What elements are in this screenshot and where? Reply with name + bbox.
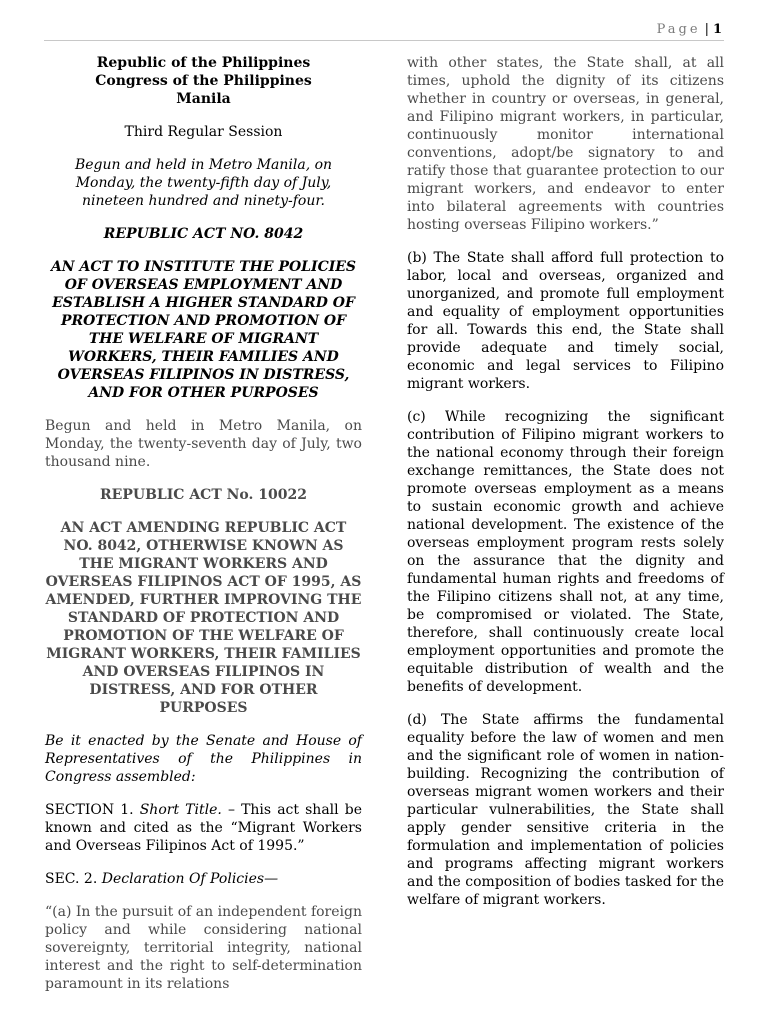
session-heading: Third Regular Session — [124, 124, 283, 140]
ra-10022-heading: REPUBLIC ACT No. 10022 — [100, 487, 307, 503]
begun-held-1994: Begun and held in Metro Manila, on Monday, the twenty-fifth day of July, nineteen hundred and ninety-four. — [74, 157, 333, 209]
left-column — [45, 54, 362, 993]
enacting-clause: Be it enacted by the Senate and House of Representatives of the Philippines in Congress assembled: — [45, 733, 362, 785]
page-number-header — [657, 22, 722, 37]
congress-heading: Congress of the Philippines — [95, 73, 312, 89]
paragraph-a-continued: with other states, the State shall, at all times, uphold the dignity of its citizens whether in country or overseas, in general, and Filipino migrant workers, in particular, continuously monitor international conventions, adopt/be signatory to and ratify those that guarantee protection to our migrant workers, and endeavor to enter into bilateral agreements with countries hosting overseas Filipino workers.” — [407, 55, 724, 233]
section-1 — [45, 801, 362, 855]
ra-8042-title: AN ACT TO INSTITUTE THE POLICIES OF OVERSEAS EMPLOYMENT AND ESTABLISH A HIGHER STANDARD OF PROTECTION AND PROMOTION OF THE WELFARE OF MIGRANT WORKERS, THEIR FAMILIES AND OVERSEAS FILIPINOS IN DISTRESS, AND FOR OTHER PURPOSES — [50, 259, 357, 401]
page-separator: | — [704, 22, 709, 37]
ra-8042-heading: REPUBLIC ACT NO. 8042 — [103, 226, 304, 242]
paragraph-c: (c) While recognizing the significant contribution of Filipino migrant workers to the national economy through their foreign exchange remittances, the State does not promote overseas employment as a means to sustain economic growth and achieve national development. The existence of the overseas employment program rests solely on the assurance that the dignity and fundamental human rights and freedoms of the Filipino citizens shall not, at any time, be compromised or violated. The State, therefore, shall continuously create local employment opportunities and promote the equitable distribution of wealth and the benefits of development. — [407, 409, 724, 695]
paragraph-b: (b) The State shall afford full protection to labor, local and overseas, organized and unorganized, and promote full employment and equality of employment opportunities for all. Towards this end, the State shall provide adequate and timely social, economic and legal services to Filipino migrant workers. — [407, 250, 724, 392]
header-divider — [44, 40, 724, 41]
section-2 — [45, 870, 362, 888]
page-word: Page — [656, 22, 701, 37]
paragraph-d: (d) The State affirms the fundamental equality before the law of women and men and the significant role of women in nation-building. Recognizing the contribution of overseas migrant women workers and their particular vulnerabilities, the State shall apply gender sensitive criteria in the formulation and implementation of policies and programs affecting migrant workers and the composition of bodies tasked for the welfare of migrant workers. — [407, 712, 724, 908]
city-heading: Manila — [176, 91, 231, 107]
right-column — [407, 54, 724, 909]
section-1-text: – This act shall be known and cited as the “Migrant Workers and Overseas Filipinos Act of 1995.” — [45, 802, 362, 854]
republic-heading: Republic of the Philippines — [96, 55, 311, 71]
section-1-title: Short Title. — [139, 802, 222, 818]
ra-10022-title: AN ACT AMENDING REPUBLIC ACT NO. 8042, OTHERWISE KNOWN AS THE MIGRANT WORKERS AND OVERSEAS FILIPINOS ACT OF 1995, AS AMENDED, FURTHER IMPROVING THE STANDARD OF PROTECTION AND PROMOTION OF THE WELFARE OF MIGRANT WORKERS, THEIR FAMILIES AND OVERSEAS FILIPINOS IN DISTRESS, AND FOR OTHER PURPOSES — [45, 520, 362, 716]
paragraph-a: “(a) In the pursuit of an independent foreign policy and while considering national sovereignty, territorial integrity, national interest and the right to self-determination paramount in its relations — [45, 904, 362, 992]
page-number: 1 — [712, 22, 722, 37]
section-1-label: SECTION 1. — [45, 802, 134, 818]
section-2-title: Declaration Of Policies— — [101, 871, 279, 887]
begun-held-2009: Begun and held in Metro Manila, on Monday, the twenty-seventh day of July, two thousand nine. — [45, 418, 362, 470]
section-2-label: SEC. 2. — [45, 871, 98, 887]
